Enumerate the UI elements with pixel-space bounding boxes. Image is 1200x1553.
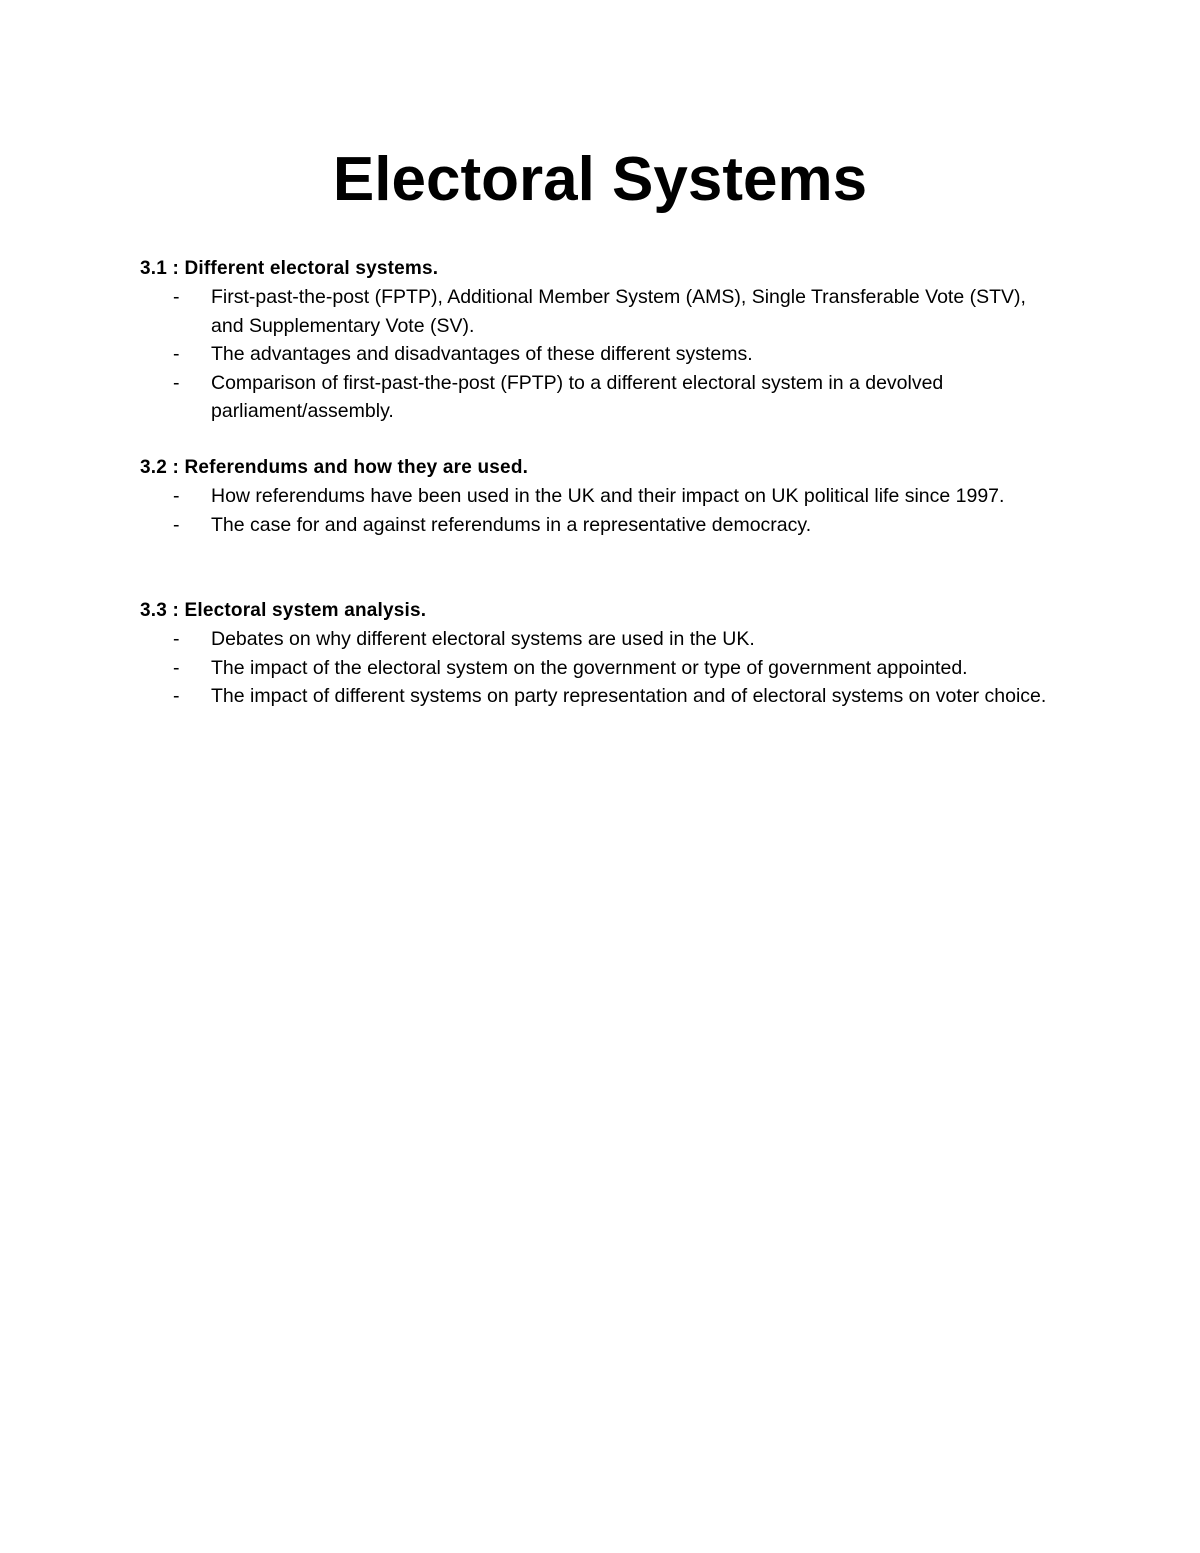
bullet-dash: - (173, 513, 180, 536)
bullet-list (140, 283, 1060, 426)
bullet-list (140, 482, 1060, 539)
bullet-item (140, 283, 1056, 340)
section-3-1 (140, 255, 1060, 426)
section-3-3 (140, 597, 1060, 711)
bullet-text: How referendums have been used in the UK and their impact on UK political life since 1997. (211, 485, 1005, 507)
bullet-dash: - (173, 685, 180, 707)
bullet-dash: - (173, 656, 180, 679)
bullet-item (140, 654, 1056, 683)
section-3-2 (140, 454, 1060, 539)
bullet-list (140, 625, 1060, 711)
bullet-item (140, 511, 1056, 540)
bullet-text: The advantages and disadvantages of these different systems. (211, 343, 753, 365)
bullet-text: The impact of different systems on party representation and of electoral systems on voter choice. (211, 685, 1047, 707)
bullet-dash: - (173, 343, 180, 365)
section-heading: 3.1 : Different electoral systems. (140, 258, 439, 279)
bullet-text: First-past-the-post (FPTP), Additional Member System (AMS), Single Transferable Vote (STV), and Supplementary Vote (SV). (211, 286, 1026, 337)
bullet-text: The impact of the electoral system on the government or type of government appointed. (211, 656, 968, 679)
page-title: Electoral Systems (332, 145, 868, 214)
bullet-item (140, 682, 1056, 711)
bullet-item (140, 482, 1056, 511)
bullet-item (140, 369, 1056, 426)
bullet-dash: - (173, 485, 180, 507)
bullet-text: Comparison of first-past-the-post (FPTP) to a different electoral system in a devolved parliament/assembly. (211, 371, 944, 422)
bullet-dash: - (173, 628, 180, 650)
bullet-item (140, 625, 1056, 654)
section-heading: 3.2 : Referendums and how they are used. (140, 457, 529, 478)
bullet-dash: - (173, 371, 180, 394)
bullet-item (140, 340, 1056, 369)
section-heading: 3.3 : Electoral system analysis. (140, 600, 427, 621)
bullet-dash: - (173, 286, 180, 308)
bullet-text: The case for and against referendums in a representative democracy. (211, 513, 812, 536)
bullet-text: Debates on why different electoral systems are used in the UK. (211, 628, 755, 650)
